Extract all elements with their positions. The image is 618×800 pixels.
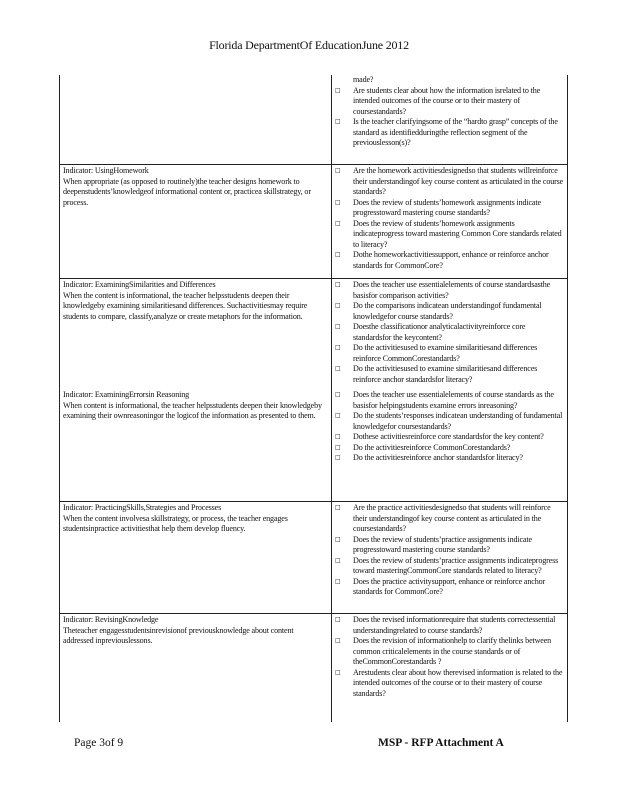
bullet-icon: □ — [335, 412, 341, 419]
question: Does the practice activitysupport, enhance or reinforce anchor standards for CommonCore? — [353, 576, 546, 596]
row-5-questions — [335, 615, 565, 699]
question-item — [335, 322, 565, 343]
question: Do the activitiesreinforce CommonCorestandards? — [353, 442, 511, 452]
bullet-icon: □ — [335, 616, 341, 623]
question: Does the teacher use essentialelements of course standardsasthe basisfor comparison activities? — [353, 280, 551, 300]
indicator-description: When content is informational, the teacher helpsstudents deepen their knowledgeby examining their ownreasoningor the logicof the information as presented to them. — [63, 400, 322, 420]
indicator-title: Indicator: RevisingKnowledge — [63, 615, 159, 624]
question: Are the practice activitiesdesignedso that students will reinforce their understandingof key course content as articulated in the coursestandards? — [353, 503, 551, 533]
row-2-indicator — [63, 280, 325, 322]
question: made? — [353, 75, 374, 84]
indicator-title: Indicator: ExaminingSimilarities and Differences — [63, 280, 216, 289]
question-item — [335, 443, 565, 454]
question: Arestudents clear about how therevised information is related to the intended outcomes of the course or to their mastery of course standards? — [353, 667, 563, 698]
question: Does the revised informationrequire that students correctessential understandingrelated to course standards? — [353, 615, 556, 635]
question: Does the revision of informationhelp to clarify thelinks between common criticalelements in the course standards or of theCommonCorestandards ? — [353, 636, 552, 666]
bullet-icon: □ — [335, 251, 341, 258]
question-item — [335, 503, 565, 535]
question: Does the review of students’practice assignments indicateprogress toward masteringCommonCore standards related to literacy? — [353, 555, 559, 575]
row-5-indicator — [63, 615, 325, 647]
bullet-icon: □ — [335, 219, 341, 227]
question: Does the teacher use essentialelements of course standards as the basisfor helpingstudents examine errors inreasoning? — [353, 390, 554, 410]
question: Are students clear about how the information isrelated to the intended outcomes of the course or to their mastery of coursestandards? — [353, 85, 541, 116]
question: Does the review of students’homework assignments indicate progresstoward mastering course standards? — [353, 197, 541, 217]
bullet-icon: □ — [335, 637, 341, 644]
bullet-icon: □ — [335, 443, 341, 451]
bullet-icon: □ — [335, 302, 341, 309]
question-item — [335, 198, 565, 219]
bullet-icon: □ — [335, 535, 341, 543]
question-item — [335, 166, 565, 198]
row-0-questions — [335, 75, 565, 149]
indicator-description: Theteacher engagesstudentsinrevisionof previousknowledge about content addressed inpreviouslessons. — [63, 625, 294, 645]
row-1-indicator — [63, 166, 325, 208]
indicator-title: Indicator: ExaminingErrorsin Reasoning — [63, 390, 190, 399]
bullet-icon: □ — [335, 344, 341, 351]
question: Do the students’responses indicatean understanding of fundamental knowledgefor coursestandards? — [353, 411, 563, 431]
row-3-questions — [335, 390, 565, 464]
row-4-indicator — [63, 503, 325, 535]
indicator-description: When the content is informational, the teacher helpsstudents deepen their knowledgeby examining similaritiesand differences. Suchactivitiesmay require students to compare, classify,analyze or create metaphors for the information. — [63, 290, 308, 321]
bullet-icon: □ — [335, 118, 341, 125]
question: Dothese activitiesreinforce core standardsfor the key content? — [353, 432, 544, 441]
question-item — [335, 219, 565, 251]
question: Do the activitiesused to examine similaritiesand differences reinforce anchor standardsfor literacy? — [353, 364, 538, 384]
indicator-description: When appropriate (as opposed to routinely)the teacher designs homework to deepenstudents’knowledgeof informational content or, practicea skillstrategy, or process. — [63, 176, 311, 207]
row-2-questions — [335, 280, 565, 385]
page-header: Florida DepartmentOf EducationJune 2012 — [209, 38, 409, 52]
bullet-icon: □ — [335, 433, 341, 440]
bullet-icon: □ — [335, 86, 341, 94]
question-item — [335, 411, 565, 432]
question-item — [335, 668, 565, 700]
indicator-title: Indicator: UsingHomework — [63, 166, 149, 175]
bullet-icon: □ — [335, 167, 341, 174]
question-item — [335, 390, 565, 411]
question-item — [335, 432, 565, 443]
row-4-questions — [335, 503, 565, 598]
question: Do the comparisons indicatean understandingof fundamental knowledgefor course standards? — [353, 301, 542, 321]
question-item — [335, 577, 565, 598]
bullet-icon: □ — [335, 198, 341, 206]
bullet-icon: □ — [335, 504, 341, 511]
question-item — [335, 250, 565, 271]
question-item — [335, 535, 565, 556]
page-number: Page 3of 9 — [74, 737, 124, 749]
question: Is the teacher clarifyingsome of the “hardto grasp” concepts of the standard as identifiedduringthe reflection segment of the previouslesson(s)? — [353, 117, 558, 147]
question: Does the review of students’homework assignments indicateprogress toward mastering Common Core standards related to literacy? — [353, 218, 562, 249]
row-3-indicator — [63, 390, 325, 422]
attachment-label: MSP - RFP Attachment A — [378, 737, 504, 749]
bullet-icon: □ — [335, 391, 341, 398]
indicator-table — [59, 75, 568, 722]
bullet-icon: □ — [335, 323, 341, 330]
question-item — [335, 364, 565, 385]
question: Are the homework activitiesdesignedso that students willreinforce their understandingof key course content as articulated in the course standards? — [353, 166, 564, 196]
question-item — [335, 117, 565, 149]
question: Dothe homeworkactivitiessupport, enhance or reinforce anchor standards for CommonCore? — [353, 250, 549, 270]
bullet-icon: □ — [335, 577, 341, 585]
question-item — [335, 343, 565, 364]
question-item — [335, 280, 565, 301]
question-item — [335, 556, 565, 577]
indicator-title: Indicator: PracticingSkills,Strategies and Processes — [63, 503, 222, 512]
question-item — [335, 453, 565, 464]
bullet-icon: □ — [335, 668, 341, 676]
bullet-icon: □ — [335, 281, 341, 288]
question-item — [335, 615, 565, 636]
row-1-questions — [335, 166, 565, 271]
question: Do the activitiesused to examine similaritiesand differences reinforce CommonCorestandards? — [353, 343, 538, 363]
question-item — [335, 301, 565, 322]
bullet-icon: □ — [335, 454, 341, 461]
question: Do the activitiesreinforce anchor standardsfor literacy? — [353, 453, 523, 462]
bullet-icon: □ — [335, 365, 341, 372]
question: Doesthe classificationor analyticalactivityreinforce core standardsfor the keycontent? — [353, 322, 526, 342]
question-item — [335, 86, 565, 118]
question-item — [335, 636, 565, 668]
indicator-description: When the content involvesa skillstrategy, or process, the teacher engages studentsinpractice activitiesthat help them develop fluency. — [63, 513, 288, 533]
question: Does the review of students’practice assignments indicate progresstoward mastering course standards? — [353, 534, 532, 554]
bullet-icon: □ — [335, 556, 341, 564]
